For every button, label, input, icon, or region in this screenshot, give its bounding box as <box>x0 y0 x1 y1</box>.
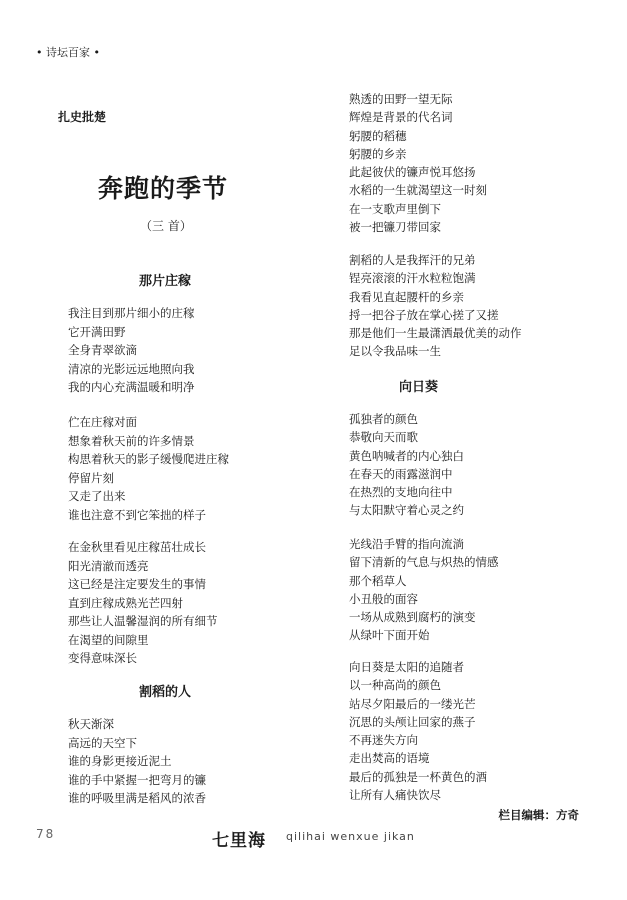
journal-logo: 七里海 <box>212 831 266 851</box>
poem-line: 清凉的光影远远地照向我 <box>68 361 195 376</box>
poem-line: 躬腰的稻穗 <box>349 128 407 143</box>
poem-line: 不再迷失方向 <box>349 733 418 748</box>
poem-line: 被一把镰刀带回家 <box>349 220 441 235</box>
poem-line: 黄色呐喊者的内心独白 <box>349 448 464 463</box>
poem-line: 在金秋里看见庄稼茁壮成长 <box>68 540 206 554</box>
poem-line: 谁的呼吸里满是稻风的浓香 <box>68 791 206 805</box>
poem-line: 在渴望的间隙里 <box>68 632 149 647</box>
poem-line: 熟透的田野一望无际 <box>349 92 453 106</box>
poem-line: 一场从成熟到腐朽的演变 <box>349 610 476 625</box>
poem-line: 孤独者的颜色 <box>349 412 418 426</box>
poem-title: 那片庄稼 <box>139 274 192 289</box>
poem-line: 我注目到那片细小的庄稼 <box>68 306 195 320</box>
poem-line: 最后的孤独是一杯黄色的酒 <box>349 769 487 784</box>
poem-line: 在春天的雨露滋润中 <box>349 466 453 481</box>
poem-line: 以一种高尚的颜色 <box>349 678 441 693</box>
poem-line: 光线沿手臂的指向流淌 <box>349 537 464 551</box>
poem-line: 想象着秋天前的许多情景 <box>68 433 195 448</box>
poem-line: 变得意味深长 <box>68 651 137 665</box>
page-number: 78 <box>36 827 56 841</box>
poem-line: 向日葵是太阳的追随者 <box>349 660 464 674</box>
poem-line: 走出焚高的语境 <box>349 751 430 766</box>
poem-line: 让所有人痛快饮尽 <box>349 788 441 803</box>
poem-stanza <box>68 715 206 808</box>
poem-line: 又走了出来 <box>68 489 126 503</box>
poem-stanza <box>349 658 487 804</box>
poem-line: 我看见直起腰杆的乡亲 <box>349 289 464 304</box>
poem-line: 直到庄稼成熟光芒四射 <box>68 595 183 610</box>
poem-line: 全身青翠欲滴 <box>68 343 137 357</box>
poem-line: 水稻的一生就渴望这一时刻 <box>349 183 487 198</box>
poem-line: 那是他们一生最潇洒最优美的动作 <box>349 326 522 341</box>
section-tag: • 诗坛百家 • <box>36 46 100 59</box>
poem-line: 躬腰的乡亲 <box>349 146 407 161</box>
poem-line: 谁也注意不到它笨拙的样子 <box>68 507 206 522</box>
poem-line: 在一支歌声里倒下 <box>349 201 441 216</box>
poem-line: 小丑般的面容 <box>349 591 418 606</box>
poem-line: 割稻的人是我挥汗的兄弟 <box>349 253 476 267</box>
poem-line: 我的内心充满温暖和明净 <box>68 380 195 394</box>
poem-stanza <box>68 538 218 668</box>
poem-stanza <box>349 535 499 645</box>
poem-line: 谁的身影更接近泥土 <box>68 754 172 768</box>
poem-line: 恭敬向天而歌 <box>349 430 418 445</box>
poem-line: 沉思的头颅让回家的燕子 <box>349 714 476 729</box>
poem-line: 此起彼伏的镰声悦耳悠扬 <box>349 165 476 180</box>
poem-line: 与太阳默守着心灵之约 <box>349 503 464 518</box>
poem-title: 向日葵 <box>399 380 439 395</box>
poem-line: 高远的天空下 <box>68 735 137 750</box>
poem-line: 构思着秋天的影子缓慢爬进庄稼 <box>68 452 229 466</box>
poem-line: 这已经是注定要发生的事情 <box>68 577 206 591</box>
article-title: 奔跑的季节 <box>98 174 229 203</box>
author-name: 扎史批楚 <box>58 110 107 124</box>
poem-line: 阳光清澈而透亮 <box>68 558 149 573</box>
poem-line: 停留片刻 <box>68 470 114 485</box>
poem-line: 秋天渐深 <box>68 717 114 731</box>
poem-line: 那个稻草人 <box>349 573 407 588</box>
poem-title: 割稻的人 <box>139 685 192 700</box>
poem-line: 足以令我品味一生 <box>349 344 441 359</box>
poem-stanza <box>68 304 195 397</box>
poem-line: 它开满田野 <box>68 324 126 339</box>
poem-line: 留下清新的气息与炽热的情感 <box>349 555 499 570</box>
poem-line: 伫在庄稼对面 <box>68 415 137 429</box>
poem-stanza <box>349 410 464 520</box>
poem-stanza <box>349 251 522 361</box>
poem-line: 辉煌是背景的代名词 <box>349 110 453 125</box>
poem-line: 从绿叶下面开始 <box>349 628 430 643</box>
column-editor: 栏目编辑：方奇 <box>498 808 579 822</box>
article-subtitle: （三 首） <box>140 219 192 233</box>
poem-line: 谁的手中紧握一把弯月的镰 <box>68 772 206 787</box>
poem-line: 站尽夕阳最后的一缕光芒 <box>349 696 476 711</box>
poem-line: 捋一把谷子放在掌心搓了又搓 <box>349 307 499 322</box>
poem-line: 锃亮滚滚的汗水粒粒饱满 <box>349 271 476 286</box>
poem-stanza <box>68 413 229 524</box>
poem-line: 那些让人温馨湿润的所有细节 <box>68 614 218 628</box>
poem-stanza <box>349 90 487 236</box>
journal-name-latin: qilihai wenxue jikan <box>286 830 415 843</box>
poem-line: 在热烈的支地向往中 <box>349 485 453 500</box>
